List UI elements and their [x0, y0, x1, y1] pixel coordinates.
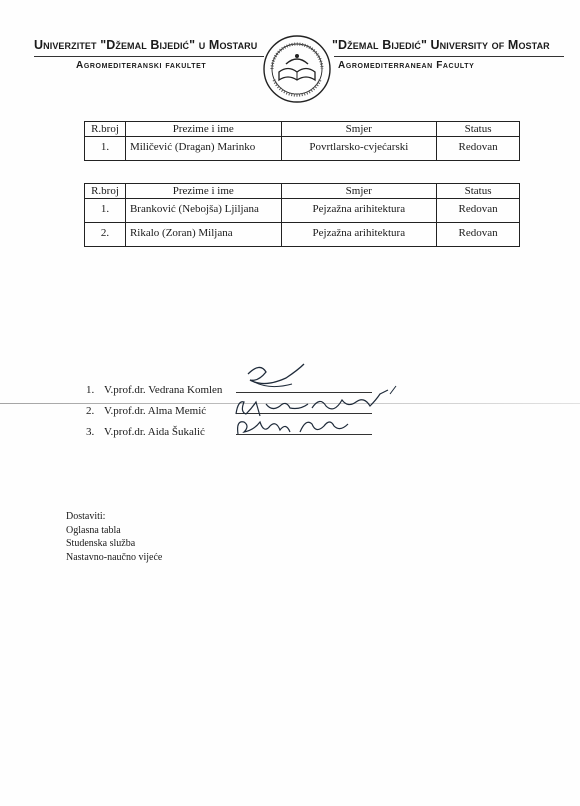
table-row [85, 199, 520, 223]
col-header-status: Status [437, 184, 520, 199]
distribution-title: Dostaviti: [66, 511, 106, 522]
table-header-row [85, 122, 520, 137]
cell-smjer: Pejzažna arihitektura [281, 199, 437, 223]
col-header-smjer: Smjer [281, 122, 437, 137]
commission-member-number: 3. [86, 425, 95, 438]
distribution-item: Nastavno-naučno vijeće [66, 551, 163, 563]
col-header-smjer: Smjer [281, 184, 437, 199]
commission-member-number: 1. [86, 383, 95, 396]
cell-smjer: Povrtlarsko-cvjećarski [281, 137, 437, 161]
faculty-name-local: Agromediteranski fakultet [76, 60, 207, 71]
distribution-item: Studenska služba [66, 538, 136, 549]
cell-status: Redovan [437, 199, 520, 223]
col-header-name: Prezime i ime [125, 122, 281, 137]
university-name-local: Univerzitet "Džemal Bijedić" u Mostaru [34, 38, 258, 52]
cell-name: Rikalo (Zoran) Miljana [125, 223, 281, 247]
handwritten-signatures [230, 360, 410, 440]
commission-member-name: V.prof.dr. Alma Memić [104, 404, 207, 417]
table-row [85, 137, 520, 161]
commission-member-name: V.prof.dr. Aida Šukalić [104, 425, 205, 438]
university-seal-icon [262, 34, 332, 104]
commission-member-number: 2. [86, 404, 95, 417]
cell-smjer: Pejzažna arihitektura [281, 223, 437, 247]
distribution-list [66, 510, 162, 564]
cell-number: 2. [85, 223, 126, 247]
col-header-name: Prezime i ime [125, 184, 281, 199]
commission-list [86, 379, 222, 442]
university-name-english: "Džemal Bijedić" University of Mostar [332, 38, 550, 52]
col-header-number: R.broj [85, 122, 126, 137]
cell-status: Redovan [437, 223, 520, 247]
commission-member [86, 379, 222, 400]
commission-member-name: V.prof.dr. Vedrana Komlen [104, 383, 223, 396]
header-left [34, 38, 266, 71]
cell-number: 1. [85, 199, 126, 223]
header-rule-right [334, 56, 564, 57]
table-row [85, 223, 520, 247]
commission-member [86, 400, 222, 421]
cell-name: Branković (Nebojša) Ljiljana [125, 199, 281, 223]
col-header-status: Status [437, 122, 520, 137]
col-header-number: R.broj [85, 184, 126, 199]
distribution-item: Oglasna tabla [66, 524, 121, 536]
cell-number: 1. [85, 137, 126, 161]
commission-member [86, 421, 222, 442]
student-table-1 [84, 121, 520, 161]
table-header-row [85, 184, 520, 199]
cell-status: Redovan [437, 137, 520, 161]
header-right [332, 38, 564, 71]
header-rule-left [34, 56, 264, 57]
faculty-name-english: Agromediterranean Faculty [338, 60, 475, 71]
cell-name: Miličević (Dragan) Marinko [125, 137, 281, 161]
student-table-2 [84, 183, 520, 247]
